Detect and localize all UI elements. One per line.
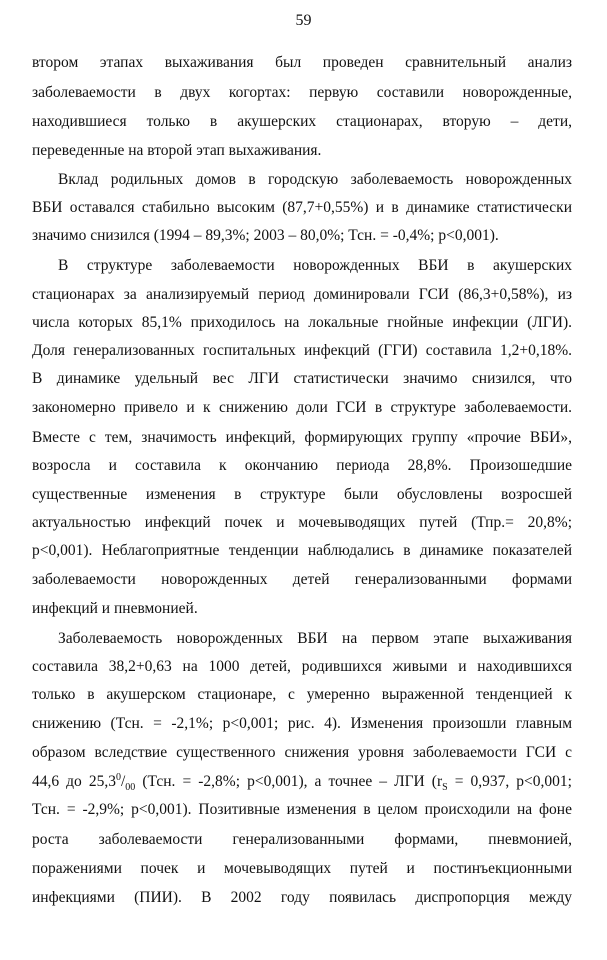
text-line: В динамике удельный вес ЛГИ статистически значимо снизился, что bbox=[32, 370, 572, 387]
text-line: образом вследствие существенного снижения уровня заболеваемости ГСИ с bbox=[32, 744, 572, 761]
text-line: заболеваемости новорожденных детей генерализованными формами bbox=[32, 571, 572, 588]
text-line: переведенные на второй этап выхаживания. bbox=[32, 142, 322, 159]
text-line: втором этапах выхаживания был проведен сравнительный анализ bbox=[32, 54, 572, 71]
text-line: поражениями почек и мочевыводящих путей и постинъекционными bbox=[32, 860, 572, 877]
page-number: 59 bbox=[295, 12, 312, 29]
text-line: Вместе с тем, значимость инфекций, формирующих группу «прочие ВБИ», bbox=[32, 429, 572, 446]
text-line: актуальностью инфекций почек и мочевыводящих путей (Тпр.= 20,8%; bbox=[32, 514, 572, 531]
subscript: S bbox=[442, 782, 448, 794]
superscript: 0 bbox=[115, 771, 121, 783]
subscript: 00 bbox=[125, 782, 136, 794]
text-line: Доля генерализованных госпитальных инфекций (ГГИ) составила 1,2+0,18%. bbox=[32, 342, 572, 359]
text-line: только в акушерском стационаре, с умеренно выраженной тенденцией к bbox=[32, 686, 572, 703]
text-line: В структуре заболеваемости новорожденных ВБИ в акушерских bbox=[58, 257, 572, 274]
text-line: закономерно привело и к снижению доли ГСИ в структуре заболеваемости. bbox=[32, 399, 572, 416]
text-line: Тсн. = -2,9%; p<0,001). Позитивные изменения в целом происходили на фоне bbox=[32, 801, 572, 818]
text-line: заболеваемости в двух когортах: первую составили новорожденные, bbox=[32, 84, 572, 101]
text-line: снижению (Тсн. = -2,1%; p<0,001; рис. 4). Изменения произошли главным bbox=[32, 715, 572, 732]
text-line: ВБИ оставался стабильно высоким (87,7+0,55%) и в динамике статистически bbox=[32, 199, 572, 216]
text-line: стационарах за анализируемый период доминировали ГСИ (86,3+0,58%), из bbox=[32, 286, 572, 303]
text-segment: 44,6 до 25,3 bbox=[32, 773, 116, 790]
text-line: Вклад родильных домов в городскую заболеваемость новорожденных bbox=[58, 171, 572, 188]
text-line: составила 38,2+0,63 на 1000 детей, родившихся живыми и находившихся bbox=[32, 658, 572, 675]
text-line: p<0,001). Неблагоприятные тенденции наблюдались в динамике показателей bbox=[32, 542, 572, 559]
text-segment: (Тсн. = -2,8%; p<0,001), а точнее – ЛГИ (r bbox=[135, 773, 443, 790]
text-line: инфекций и пневмонией. bbox=[32, 600, 198, 617]
text-segment: = 0,937, p<0,001; bbox=[447, 773, 572, 790]
text-line: числа которых 85,1% приходилось на локальные гнойные инфекции (ЛГИ). bbox=[32, 314, 572, 331]
text-line: значимо снизился (1994 – 89,3%; 2003 – 80,0%; Тсн. = -0,4%; p<0,001). bbox=[32, 227, 499, 244]
text-line: Заболеваемость новорожденных ВБИ на первом этапе выхаживания bbox=[58, 630, 572, 647]
text-line: находившиеся только в акушерских стационарах, вторую – дети, bbox=[32, 113, 572, 130]
text-segment: / bbox=[120, 773, 126, 790]
text-line-with-formula bbox=[32, 771, 572, 794]
text-line: существенные изменения в структуре были обусловлены возросшей bbox=[32, 486, 572, 503]
text-line: инфекциями (ПИИ). В 2002 году появилась диспропорция между bbox=[32, 889, 572, 906]
text-line: возросла и составила к окончанию периода 28,8%. Произошедшие bbox=[32, 457, 572, 474]
text-line: роста заболеваемости генерализованными формами, пневмонией, bbox=[32, 831, 572, 848]
